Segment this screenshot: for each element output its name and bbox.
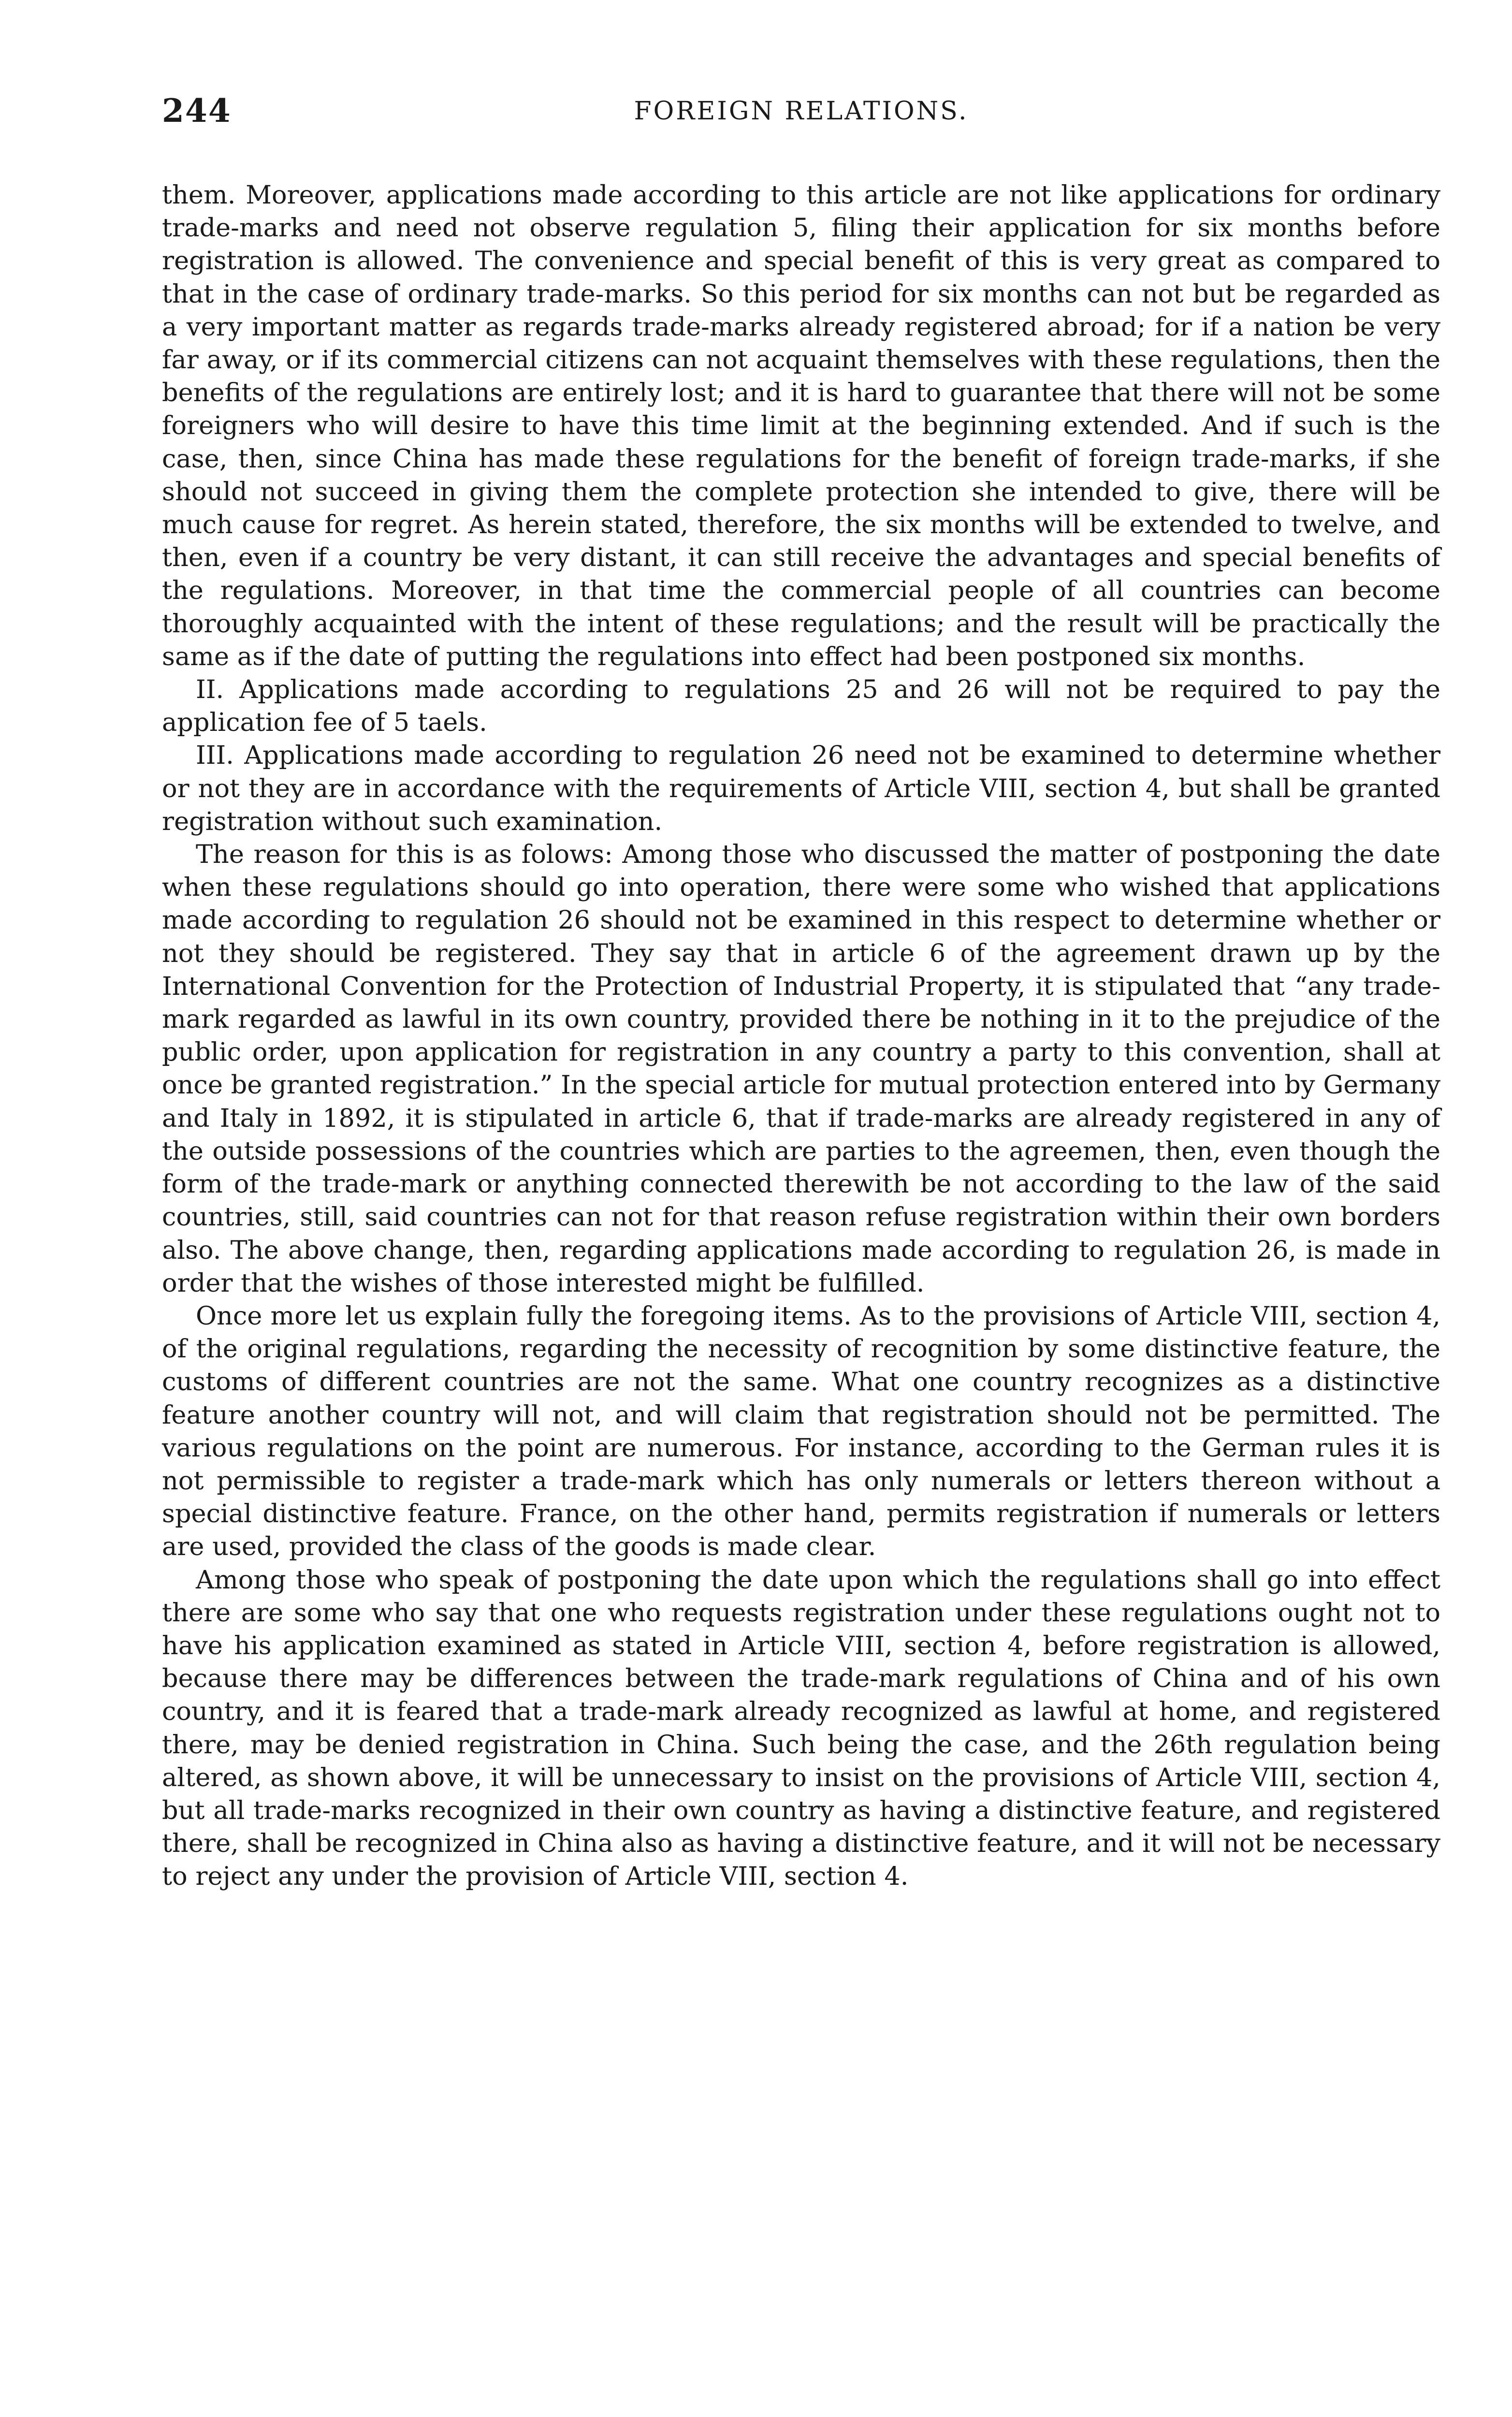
paragraph-explanation: Once more let us explain fully the foregoing items. As to the provisions of Article VIII, section 4, of the original regulations, regarding the necessity of recognition by some distinctive feature, the customs of different countries are not the same. What one country recognizes as a distinctive feature another country will not, and will claim that registration should not be permitted. The various regulations on the point are numerous. For instance, according to the German rules it is not permissible to register a trade-mark which has only numerals or letters thereon without a special distinctive feature. France, on the other hand, permits registration if numerals or letters are used, provided the class of the goods is made clear. bbox=[162, 1301, 1440, 1562]
body-text bbox=[162, 179, 1440, 1893]
page-header bbox=[162, 92, 1440, 135]
paragraph-reason: The reason for this is as folows: Among those who discussed the matter of postponing the date when these regulations should go into operation, there were some who wished that applications made according to regulation 26 should not be examined in this respect to determine whether or not they should be registered. They say that in article 6 of the agreement drawn up by the International Convention for the Protection of Industrial Property, it is stipulated that “any trade-mark regarded as lawful in its own country, provided there be nothing in it to the prejudice of the public order, upon application for registration in any country a party to this convention, shall at once be granted registration.” In the special article for mutual protection entered into by Germany and Italy in 1892, it is stipulated in article 6, that if trade-marks are already registered in any of the outside possessions of the countries which are parties to the agreemen, then, even though the form of the trade-mark or anything connected therewith be not according to the law of the said countries, still, said countries can not for that reason refuse registration within their own borders also. The above change, then, regarding applications made according to regulation 26, is made in order that the wishes of those interested might be fulfilled. bbox=[162, 840, 1440, 1298]
page-number: 244 bbox=[162, 92, 232, 130]
paragraph-item-ii: II. Applications made according to regulations 25 and 26 will not be required to pay the application fee of 5 taels. bbox=[162, 675, 1440, 738]
running-head: FOREIGN RELATIONS. bbox=[634, 97, 969, 126]
paragraph-continued: them. Moreover, applications made according to this article are not like applications for ordinary trade-marks and need not observe regulation 5, filing their application for six months before registration is allowed. The convenience and special benefit of this is very great as compared to that in the case of ordinary trade-marks. So this period for six months can not but be regarded as a very important matter as regards trade-marks already registered abroad; for if a nation be very far away, or if its commercial citizens can not acquaint themselves with these regulations, then the benefits of the regulations are entirely lost; and it is hard to guarantee that there will not be some foreigners who will desire to have this time limit at the beginning extended. And if such is the case, then, since China has made these regulations for the benefit of foreign trade-marks, if she should not succeed in giving them the complete protection she intended to give, there will be much cause for regret. As herein stated, therefore, the six months will be extended to twelve, and then, even if a country be very distant, it can still receive the advantages and special benefits of the regulations. Moreover, in that time the commercial people of all countries can become thoroughly acquainted with the intent of these regulations; and the result will be practically the same as if the date of putting the regulations into effect had been postponed six months. bbox=[162, 180, 1440, 671]
paragraph-item-iii: III. Applications made according to regulation 26 need not be examined to determine whether or not they are in accordance with the requirements of Article VIII, section 4, but shall be granted registration without such examination. bbox=[162, 741, 1440, 836]
paragraph-postponing: Among those who speak of postponing the date upon which the regulations shall go into effect there are some who say that one who requests registration under these regulations ought not to have his application examined as stated in Article VIII, section 4, before registration is allowed, because there may be differences between the trade-mark regulations of China and of his own country, and it is feared that a trade-mark already recognized as lawful at home, and registered there, may be denied registration in China. Such being the case, and the 26th regulation being altered, as shown above, it will be unnecessary to insist on the provisions of Article VIII, section 4, but all trade-marks recognized in their own country as having a distinctive feature, and registered there, shall be recognized in China also as having a distinctive feature, and it will not be necessary to reject any under the provision of Article VIII, section 4. bbox=[162, 1565, 1440, 1892]
